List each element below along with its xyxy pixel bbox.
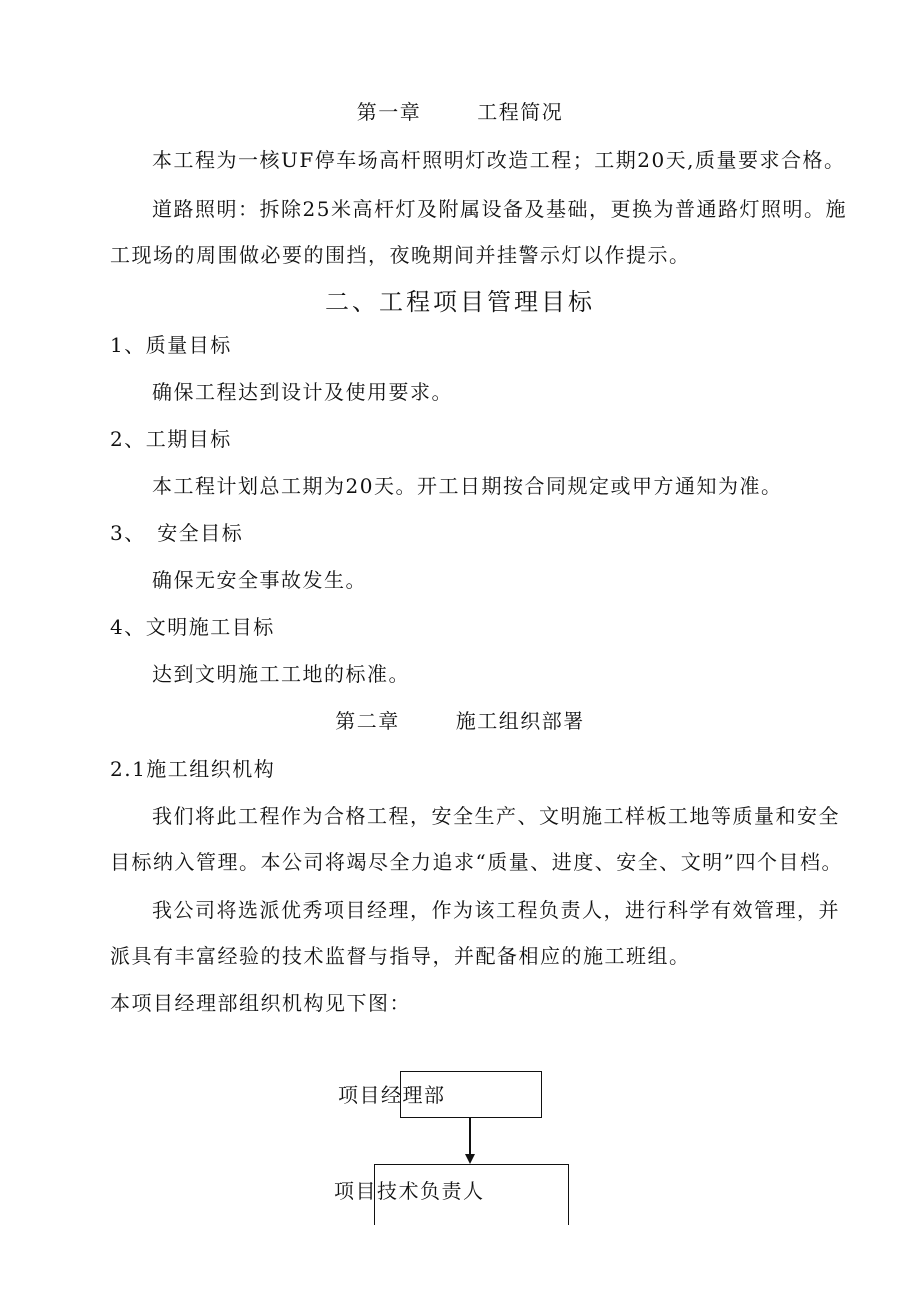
goal-civilized-text: 达到文明施工工地的标准。 [152, 662, 410, 686]
goal-schedule-text: 本工程计划总工期为20天。开工日期按合同规定或甲方通知为准。 [152, 474, 783, 498]
chapter2-number: 第二章 [335, 709, 400, 733]
chapter1-para1: 本工程为一核UF停车场高杆照明灯改造工程；工期20天,质量要求合格。 [152, 148, 846, 172]
arrow-down-icon [465, 1154, 475, 1164]
chapter1-para2-line1: 道路照明：拆除25米高杆灯及附属设备及基础，更换为普通路灯照明。施 [152, 197, 847, 221]
goal-quality-text: 确保工程达到设计及使用要求。 [152, 380, 453, 404]
chapter1-number: 第一章 [356, 100, 422, 124]
chapter1-heading [0, 100, 920, 124]
chapter2-para1-line2: 目标纳入管理。本公司将竭尽全力追求“质量、进度、安全、文明”四个目档。 [110, 850, 843, 874]
org-connector-line [469, 1117, 471, 1155]
chapter2-para2-line2: 派具有丰富经验的技术监督与指导，并配备相应的施工班组。 [110, 944, 691, 968]
chapter2-para1-line1: 我们将此工程作为合格工程，安全生产、文明施工样板工地等质量和安全 [152, 804, 840, 828]
chapter2-heading [0, 709, 920, 733]
goal-civilized-label: 4、文明施工目标 [110, 615, 275, 639]
chapter1-title: 工程简况 [477, 100, 564, 124]
section2-heading: 二、工程项目管理目标 [325, 288, 595, 316]
org-chart-intro: 本项目经理部组织机构见下图： [110, 991, 411, 1015]
org-node-tech-lead: 项目技术负责人 [334, 1179, 485, 1203]
chapter2-title: 施工组织部署 [455, 709, 585, 733]
chapter2-subheading: 2.1施工组织机构 [110, 757, 276, 781]
chapter2-para2-line1: 我公司将选派优秀项目经理，作为该工程负责人，进行科学有效管理，并 [152, 898, 840, 922]
org-node-manager: 项目经理部 [338, 1083, 446, 1107]
goal-safety-label: 3、 安全目标 [110, 521, 244, 545]
goal-safety-text: 确保无安全事故发生。 [152, 568, 367, 592]
chapter1-para2-line2: 工现场的周围做必要的围挡，夜晚期间并挂警示灯以作提示。 [110, 243, 691, 267]
goal-schedule-label: 2、工期目标 [110, 427, 232, 451]
goal-quality-label: 1、质量目标 [110, 333, 232, 357]
